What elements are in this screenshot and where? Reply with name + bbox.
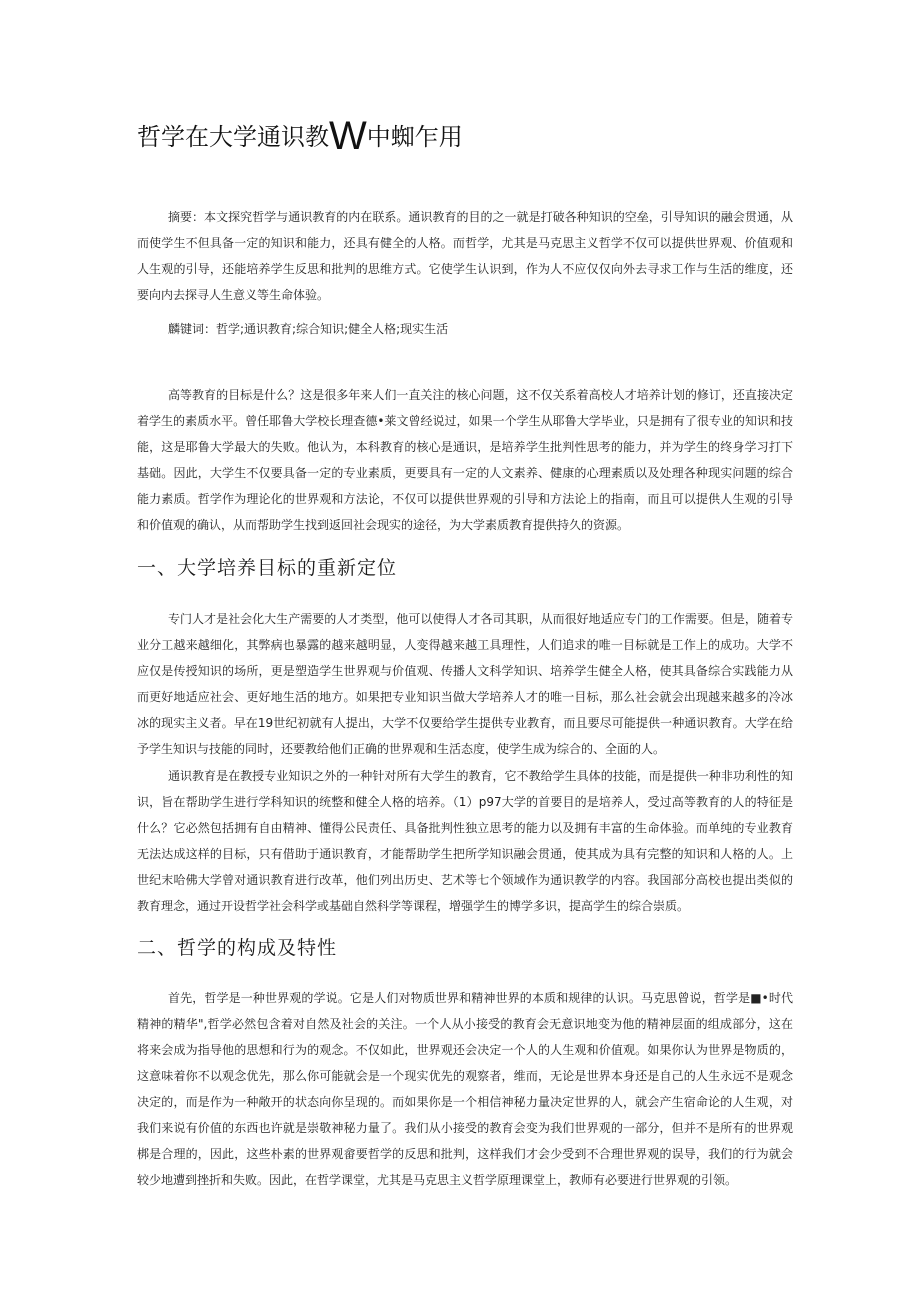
abstract-paragraph: 摘要：本文探究哲学与通识教育的内在联系。通识教育的目的之一就是打破各种知识的空垒，引导知识的融会贯通，从而使学生不但具备一定的知识和能力，还具有健全的人格。而哲学，尤其是马克思主义哲学不仅可以提供世界观、价值观和人生观的引导，还能培养学生反思和批判的思维方式。它使学生认识到，作为人不应仅仅向外去寻求工作与生活的维度，还要向内去探寻人生意义等生命体验。 (137, 210, 793, 302)
keywords-line: 麟键词：哲学;通识教育;综合知识;健全人格;现实生活 (168, 322, 449, 336)
section-1-heading: 一、大学培养目标的重新定位 (137, 557, 398, 579)
section-1-paragraph-1: 专门人才是社会化大生产需要的人才类型，他可以使得人才各司其职，从而很好地适应专门的工作需要。但是，随着专业分工越来越细化，其弊病也暴露的越来越明显，人变得越来越工具理性，人们追求的唯一目标就是工作上的成功。大学不应仅是传授知识的场所，更是塑造学生世界观与价值观、传播人文科学知识、培养学生健全人格，使其具备综合实践能力从而更好地适应社会、更好地生活的地方。如果把专业知识当做大学培养人才的唯一目标，那么社会就会出现越来越多的冷冰冰的现实主义者。早在19世纪初就有人提出，大学不仅要给学生提供专业教育，而且要尽可能提供一种通识教育。大学在给予学生知识与技能的同时，还要教给他们正确的世界观和生活态度，使学生成为综合的、全面的人。 (137, 612, 793, 756)
title-part-1: 哲学在大学通识教 (137, 123, 329, 151)
title-big-letter: W (329, 114, 367, 158)
intro-paragraph: 高等教育的目标是什么？这是很多年来人们一直关注的核心问题，这不仅关系着高校人才培养计划的修订，还直接决定着学生的素质水平。曾任耶鲁大学校长理查德•莱文曾经说过，如果一个学生从耶鲁大学毕业，只是拥有了很专业的知识和技能，这是耶鲁大学最大的失败。他认为，本科教育的核心是通识，是培养学生批判性思考的能力，并为学生的终身学习打下基础。因此，大学生不仅要具备一定的专业素质，更要具有一定的人文素养、健康的心理素质以及处理各种现实问题的综合能力素质。哲学作为理论化的世界观和方法论，不仅可以提供世界观的引导和方法论上的指南，而且可以提供人生观的引导和价值观的确认，从而帮助学生找到返回社会现实的途径，为大学素质教育提供持久的资源。 (137, 388, 793, 532)
section-1-paragraph-2: 通识教育是在教授专业知识之外的一种针对所有大学生的教育，它不教给学生具体的技能，而是提供一种非功利性的知识，旨在帮助学生进行学科知识的统整和健全人格的培养。（1）p97大学的首要目的是培养人，受过高等教育的人的特征是什么？它必然包括拥有自由精神、懂得公民责任、具备批判性独立思考的能力以及拥有丰富的生命体验。而单纯的专业教育无法达成这样的目标，只有借助于通识教育，才能帮助学生把所学知识融会贯通，使其成为具有完整的知识和人格的人。上世纪末哈佛大学曾对通识教育进行改革，他们列出历史、艺术等七个领域作为通识教学的内容。我国部分高校也提出类似的教育理念，通过开设哲学社会科学或基础自然科学等课程，增强学生的博学多识，提高学生的综合崇质。 (137, 769, 793, 913)
title-part-2: 中蜘乍用 (366, 123, 463, 151)
document-title (137, 115, 837, 158)
section-2-heading: 二、哲学的构成及特性 (137, 937, 338, 959)
section-2-paragraph-1: 首先，哲学是一种世界观的学说。它是人们对物质世界和精神世界的本质和规律的认识。马克思曾说，哲学是■•时代精神的精华",哲学必然包含着对自然及社会的关注。一个人从小接受的教育会无意识地变为他的精神层面的组成部分，这在将来会成为指导他的思想和行为的观念。不仅如此，世界观还会决定一个人的人生观和价值观。如果你认为世界是物质的，这意味着你不以观念优先，那么你可能就会是一个现实优先的观察者，维而，无论是世界本身还是自己的人生永远不是观念决定的，而是作为一种敞开的状态向你呈现的。而如果你是一个相信神秘力量决定世界的人，就会产生宿命论的人生观，对我们来说有价值的东西也许就是崇敬神秘力量了。我们从小接受的教育会变为我们世界观的一部分，但并不是所有的世界观梆是合理的，因此，这些朴素的世界观畲要哲学的反思和批判，这样我们才会少受到不合理世界观的误导，我们的行为就会较少地遭到挫折和失败。因此，在哲学课堂，尤其是马克思主义哲学原理课堂上，教师有必要进行世界观的引领。 (137, 991, 793, 1187)
